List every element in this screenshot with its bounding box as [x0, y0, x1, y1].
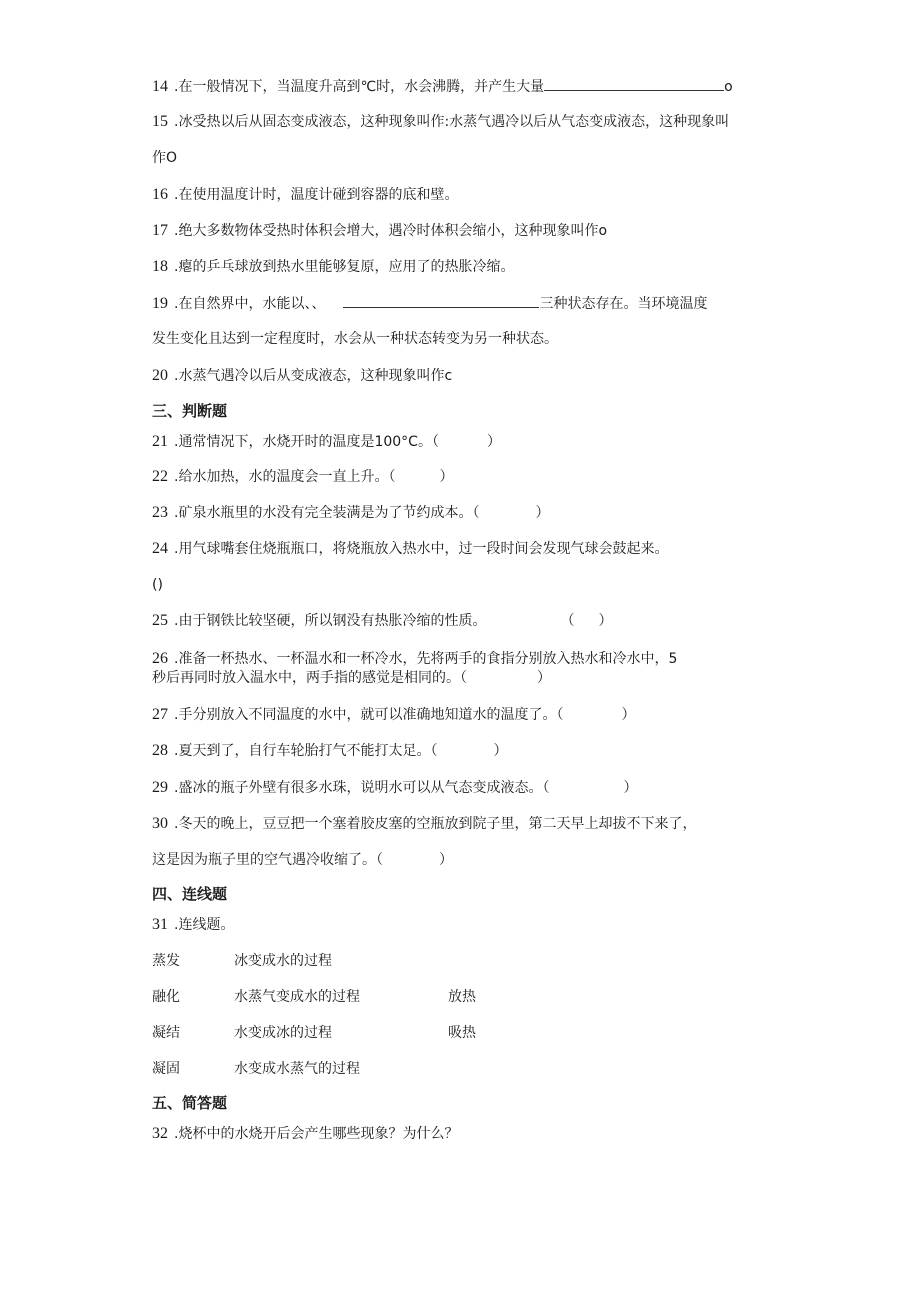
question-number: 20: [152, 367, 168, 384]
question-17: [152, 221, 607, 241]
question-31: [152, 915, 234, 935]
question-14: [152, 76, 733, 97]
question-number: 15: [152, 113, 168, 130]
question-number: 14: [152, 78, 168, 95]
question-text: .冬天的晚上，豆豆把一个塞着胶皮塞的空瓶放到院子里，第二天早上却拔不下来了，: [174, 816, 697, 832]
question-text-cont: 这是因为瓶子里的空气遇冷收缩了。（: [152, 852, 383, 868]
match-middle-item[interactable]: 水蒸气变成水的过程: [234, 989, 360, 1005]
match-middle-item[interactable]: 冰变成水的过程: [234, 953, 332, 969]
question-tail: 三种状态存在。当环境温度: [539, 296, 708, 312]
section-heading-matching: 四、连线题: [152, 885, 228, 903]
question-19: [152, 293, 707, 314]
question-text: .冰受热以后从固态变成液态，这种现象叫作:水蒸气遇冷以后从气态变成液态，这种现象叫: [174, 114, 730, 130]
close-paren: ）: [486, 434, 501, 450]
question-32: [152, 1124, 458, 1144]
close-paren: ）: [535, 505, 550, 521]
match-middle-item[interactable]: 水变成水蒸气的过程: [234, 1061, 360, 1077]
question-text: .瘪的乒乓球放到热水里能够复原，应用了的热胀冷缩。: [174, 259, 515, 275]
question-22: [152, 467, 453, 487]
question-text: .水蒸气遇冷以后从变成液态，这种现象叫作c: [174, 368, 453, 384]
question-text: .夏天到了，自行车轮胎打气不能打太足。（: [174, 743, 438, 759]
match-left-item[interactable]: 蒸发: [152, 953, 180, 969]
match-right-item[interactable]: 吸热: [448, 1025, 476, 1041]
match-left-item[interactable]: 融化: [152, 989, 180, 1005]
question-text: .通常情况下，水烧开时的温度是100°C。（: [174, 434, 439, 450]
question-24-continuation[interactable]: [152, 575, 163, 595]
question-number: 30: [152, 815, 168, 832]
question-24: [152, 539, 668, 559]
question-number: 27: [152, 706, 168, 723]
question-number: 31: [152, 916, 168, 933]
question-text: .盛冰的瓶子外壁有很多水珠，说明水可以从气态变成液态。（: [174, 780, 550, 796]
question-19-continuation: [152, 329, 558, 349]
close-paren: ）: [439, 852, 453, 868]
question-text: .烧杯中的水烧开后会产生哪些现象？为什么？: [174, 1126, 459, 1142]
question-text: .手分别放入不同温度的水中，就可以准确地知道水的温度了。（: [174, 707, 564, 723]
question-number: 24: [152, 540, 168, 557]
question-number: 23: [152, 504, 168, 521]
answer-paren[interactable]: (): [152, 577, 163, 593]
section-heading-short-answer: 五、简答题: [152, 1094, 228, 1112]
open-paren: （: [560, 613, 575, 629]
question-15: [152, 112, 729, 132]
question-number: 32: [152, 1125, 168, 1142]
close-paren: ）: [493, 743, 508, 759]
answer-blank[interactable]: [544, 76, 724, 91]
question-26: [152, 649, 677, 669]
question-number: 18: [152, 258, 168, 275]
question-text: .在一般情况下，当温度升高到℃时，水会沸腾，并产生大量: [174, 79, 545, 95]
question-25: [152, 611, 612, 631]
question-number: 17: [152, 222, 168, 239]
close-paren: ）: [537, 670, 551, 686]
close-paren: ）: [623, 780, 638, 796]
question-text: .在自然界中，水能以、、: [174, 296, 326, 312]
question-text: .给水加热，水的温度会一直上升。（: [174, 469, 396, 485]
question-number: 28: [152, 742, 168, 759]
question-29: [152, 778, 637, 798]
close-paren: ）: [439, 469, 454, 485]
question-20: [152, 366, 452, 386]
match-right-item[interactable]: 放热: [448, 989, 476, 1005]
question-23: [152, 503, 549, 523]
answer-blank[interactable]: [343, 293, 539, 308]
question-18: [152, 257, 514, 277]
question-number: 19: [152, 295, 168, 312]
question-26-continuation: [152, 668, 551, 688]
question-number: 25: [152, 612, 168, 629]
match-left-item[interactable]: 凝结: [152, 1025, 180, 1041]
question-15-continuation: [152, 148, 177, 168]
question-27: [152, 705, 635, 725]
close-paren: ）: [598, 613, 613, 629]
question-number: 26: [152, 650, 168, 667]
question-text: .用气球嘴套住烧瓶瓶口，将烧瓶放入热水中，过一段时间会发现气球会鼓起来。: [174, 541, 669, 557]
question-text: .绝大多数物体受热时体积会增大，遇冷时体积会缩小，这种现象叫作o: [174, 223, 608, 239]
question-text-cont: 作O: [152, 150, 178, 166]
question-text: .由于钢铁比较坚硬，所以钢没有热胀冷缩的性质。: [174, 613, 487, 629]
match-left-item[interactable]: 凝固: [152, 1061, 180, 1077]
question-number: 29: [152, 779, 168, 796]
question-text-cont: 发生变化且达到一定程度时，水会从一种状态转变为另一种状态。: [152, 331, 558, 347]
question-text: .连线题。: [174, 917, 235, 933]
section-heading-judgment: 三、判断题: [152, 402, 228, 420]
match-middle-item[interactable]: 水变成冰的过程: [234, 1025, 332, 1041]
question-text: .矿泉水瓶里的水没有完全装满是为了节约成本。（: [174, 505, 480, 521]
question-30-continuation: [152, 850, 453, 870]
question-text-cont: 秒后再同时放入温水中，两手指的感觉是相同的。（: [152, 670, 467, 686]
question-text: .准备一杯热水、一杯温水和一杯冷水，先将两手的食指分别放入热水和冷水中，5: [174, 651, 678, 667]
question-21: [152, 432, 501, 452]
question-30: [152, 814, 696, 834]
question-number: 21: [152, 433, 168, 450]
question-text: .在使用温度计时，温度计碰到容器的底和壁。: [174, 187, 459, 203]
question-number: 16: [152, 186, 168, 203]
question-16: [152, 185, 458, 205]
close-paren: ）: [621, 707, 636, 723]
question-tail: o: [724, 79, 733, 95]
question-28: [152, 741, 507, 761]
question-number: 22: [152, 468, 168, 485]
